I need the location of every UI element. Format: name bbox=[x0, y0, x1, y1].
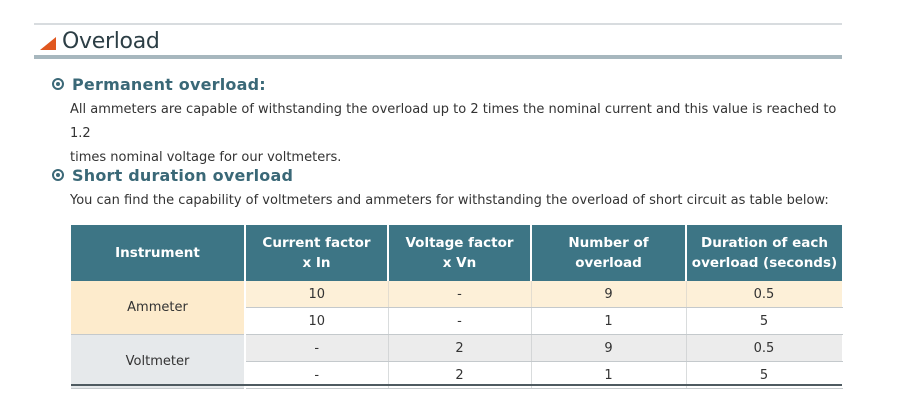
overload-table bbox=[71, 225, 843, 389]
title-underline bbox=[34, 55, 842, 59]
cell-number: 9 bbox=[531, 281, 686, 308]
permanent-text-line-1: All ammeters are capable of withstanding the overload up to 2 times the nominal current and this value is reached to 1.2 bbox=[70, 102, 837, 141]
cell-number: 1 bbox=[531, 308, 686, 335]
cell-current: - bbox=[245, 335, 388, 362]
section-title: Overload bbox=[62, 29, 160, 54]
radio-bullet-icon bbox=[52, 78, 64, 90]
cell-number: 9 bbox=[531, 335, 686, 362]
table-header-row bbox=[71, 225, 842, 281]
voltmeter-label: Voltmeter bbox=[71, 335, 245, 389]
header-number-of-overload: Number of overload bbox=[531, 225, 686, 281]
cell-voltage: 2 bbox=[388, 362, 531, 389]
short-overload-title: Short duration overload bbox=[72, 165, 294, 185]
cell-voltage: 2 bbox=[388, 335, 531, 362]
header-duration: Duration of each overload (seconds) bbox=[686, 225, 842, 281]
header-voltage-factor: Voltage factor x Vn bbox=[388, 225, 531, 281]
permanent-text-line-2: times nominal voltage for our voltmeters. bbox=[70, 150, 342, 165]
permanent-overload-heading bbox=[52, 73, 266, 95]
top-divider bbox=[34, 23, 842, 25]
cell-number: 1 bbox=[531, 362, 686, 389]
header-current-factor: Current factor x In bbox=[245, 225, 388, 281]
ammeter-label: Ammeter bbox=[71, 281, 245, 335]
cell-duration: 0.5 bbox=[686, 335, 842, 362]
permanent-overload-text bbox=[70, 98, 845, 170]
cell-duration: 5 bbox=[686, 362, 842, 389]
triangle-marker-icon bbox=[40, 37, 56, 50]
section-header bbox=[34, 27, 842, 56]
cell-current: 10 bbox=[245, 281, 388, 308]
table-row bbox=[71, 335, 842, 362]
table-bottom-border bbox=[71, 384, 842, 386]
permanent-overload-title: Permanent overload: bbox=[72, 74, 266, 94]
radio-bullet-icon bbox=[52, 169, 64, 181]
cell-duration: 5 bbox=[686, 308, 842, 335]
cell-voltage: - bbox=[388, 281, 531, 308]
header-instrument: Instrument bbox=[71, 225, 245, 281]
short-overload-heading bbox=[52, 164, 293, 186]
cell-current: 10 bbox=[245, 308, 388, 335]
short-overload-text: You can find the capability of voltmeters and ammeters for withstanding the overload of short circuit as table below: bbox=[70, 193, 829, 208]
cell-current: - bbox=[245, 362, 388, 389]
cell-voltage: - bbox=[388, 308, 531, 335]
cell-duration: 0.5 bbox=[686, 281, 842, 308]
table-row bbox=[71, 281, 842, 308]
